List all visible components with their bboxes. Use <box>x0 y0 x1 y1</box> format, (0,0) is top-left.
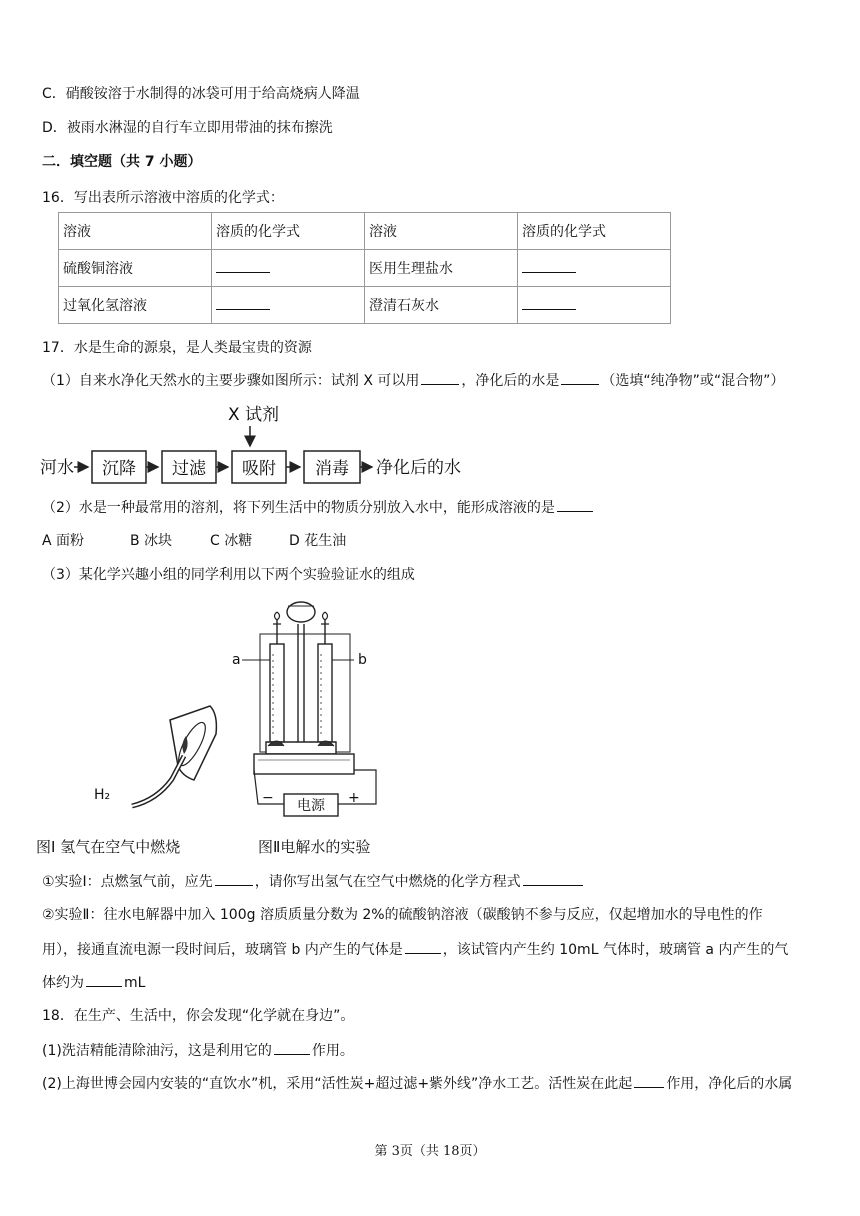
question-18-2 <box>42 1073 792 1094</box>
table-header-cell: 溶液 <box>59 213 212 250</box>
exp2-text-a: 用），接通直流电源一段时间后，玻璃管 b 内产生的气体是 <box>42 942 403 958</box>
flow-step-label: 消毒 <box>315 459 349 479</box>
flow-start-label: 河水 <box>40 458 74 478</box>
question-17-2 <box>42 497 595 518</box>
delivery-tube <box>132 756 184 806</box>
answer-blank[interactable] <box>557 497 593 512</box>
answer-blank[interactable] <box>216 297 270 310</box>
experiment-2-line-3 <box>42 972 145 993</box>
answer-blank[interactable] <box>522 297 576 310</box>
answer-blank[interactable] <box>86 972 122 987</box>
solution-table <box>58 212 671 324</box>
minus-sign: − <box>262 790 274 806</box>
table-header-cell: 溶质的化学式 <box>518 213 671 250</box>
choice-a[interactable]: A 面粉 <box>42 533 85 549</box>
section-heading: 二．填空题（共 7 小题） <box>42 154 202 170</box>
answer-blank-cell[interactable] <box>518 250 671 287</box>
experiment-1-text <box>42 871 585 892</box>
figure-2-caption: 图Ⅱ电解水的实验 <box>258 838 371 856</box>
table-row <box>59 287 671 324</box>
table-row <box>59 250 671 287</box>
flow-reagent-label: X 试剂 <box>228 405 280 425</box>
question-17-1 <box>42 370 784 391</box>
q18-1-text-a: (1)洗洁精能清除油污，这是利用它的 <box>42 1043 272 1059</box>
q17-1-text-b: ，净化后的水是 <box>461 373 560 389</box>
question-17: 17．水是生命的源泉，是人类最宝贵的资源 <box>42 340 312 356</box>
answer-blank-cell[interactable] <box>212 287 365 324</box>
exp2-text-b: ，该试管内产生约 10mL 气体时，玻璃管 a 内产生的气 <box>442 942 789 958</box>
answer-blank[interactable] <box>421 370 459 385</box>
question-18-1 <box>42 1040 354 1061</box>
exp1-text-b: ，请你写出氢气在空气中燃烧的化学方程式 <box>254 874 521 890</box>
question-18: 18．在生产、生活中，你会发现“化学就在身边”。 <box>42 1008 355 1024</box>
table-cell: 医用生理盐水 <box>365 250 518 287</box>
answer-blank[interactable] <box>522 260 576 273</box>
q18-1-text-b: 作用。 <box>311 1043 354 1059</box>
table-cell: 澄清石灰水 <box>365 287 518 324</box>
flow-end-label: 净化后的水 <box>376 458 461 478</box>
q18-2-text-a: (2)上海世博会园内安装的“直饮水”机，采用“活性炭+超过滤+紫外线”净水工艺。活性炭在此起 <box>42 1076 633 1092</box>
q17-2-text: （2）水是一种最常用的溶剂，将下列生活中的物质分别放入水中，能形成溶液的是 <box>42 500 555 516</box>
q17-1-text-a: （1）自来水净化天然水的主要步骤如图所示：试剂 X 可以用 <box>42 373 420 389</box>
choice-b[interactable]: B 冰块 <box>130 533 173 549</box>
page-footer: 第 3页（共 18页） <box>374 1144 486 1159</box>
answer-blank-cell[interactable] <box>518 287 671 324</box>
table-cell: 过氧化氢溶液 <box>59 287 212 324</box>
answer-blank[interactable] <box>215 871 253 886</box>
answer-blank-cell[interactable] <box>212 250 365 287</box>
answer-blank[interactable] <box>523 871 583 886</box>
tube-b-label: b <box>358 652 367 668</box>
experiment-figure <box>32 594 432 866</box>
figure-1-caption: 图Ⅰ 氢气在空气中燃烧 <box>36 838 181 856</box>
answer-blank[interactable] <box>216 260 270 273</box>
choice-c[interactable]: C 冰糖 <box>210 533 253 549</box>
h2-label: H₂ <box>94 787 111 803</box>
flow-step-label: 吸附 <box>242 459 276 479</box>
plus-sign: + <box>348 790 360 806</box>
experiment-2-line-2 <box>42 939 788 960</box>
option-d: D．被雨水淋湿的自行车立即用带油的抹布擦洗 <box>42 120 333 136</box>
answer-blank[interactable] <box>274 1040 310 1055</box>
table-cell: 硫酸铜溶液 <box>59 250 212 287</box>
tube-a-label: a <box>232 652 241 668</box>
q17-1-text-c: （选填“纯净物”或“混合物”） <box>601 373 785 389</box>
exp2-text-c: 体约为 <box>42 975 84 991</box>
choice-d[interactable]: D 花生油 <box>289 533 347 549</box>
water-purification-flow-diagram <box>40 398 480 488</box>
exp1-text-a: ①实验Ⅰ：点燃氢气前，应先 <box>42 874 213 890</box>
table-header-cell: 溶液 <box>365 213 518 250</box>
experiment-2-line-1: ②实验Ⅱ：往水电解器中加入 100g 溶质质量分数为 2%的硫酸钠溶液（碳酸钠不参与反应，仅起增加水的导电性的作 <box>42 907 763 923</box>
question-17-3: （3）某化学兴趣小组的同学利用以下两个实验验证水的组成 <box>42 567 415 583</box>
answer-blank[interactable] <box>634 1073 664 1088</box>
flow-step-label: 过滤 <box>172 459 206 479</box>
table-header-cell: 溶质的化学式 <box>212 213 365 250</box>
power-supply-label: 电源 <box>297 798 325 814</box>
flow-step-label: 沉降 <box>102 459 136 479</box>
exp2-unit: mL <box>124 975 146 991</box>
answer-blank[interactable] <box>561 370 599 385</box>
answer-blank[interactable] <box>405 939 441 954</box>
q18-2-text-b: 作用，净化后的水属 <box>666 1076 793 1092</box>
table-header-row <box>59 213 671 250</box>
option-c: C．硝酸铵溶于水制得的冰袋可用于给高烧病人降温 <box>42 86 360 102</box>
question-16: 16．写出表所示溶液中溶质的化学式： <box>42 190 284 206</box>
electrolysis-apparatus <box>242 602 354 774</box>
